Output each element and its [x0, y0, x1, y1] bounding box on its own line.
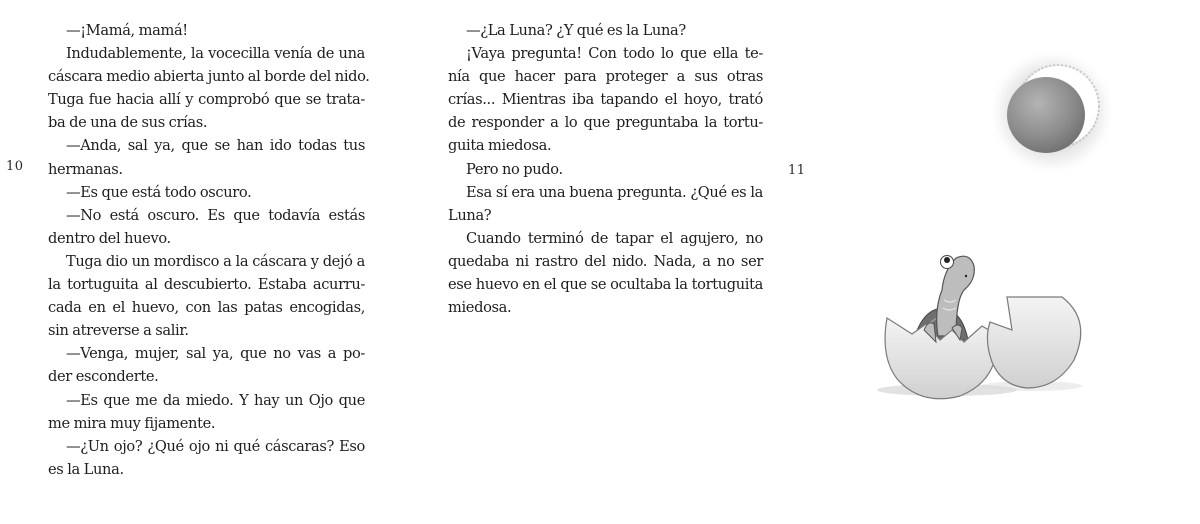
text-line: la tortuguita al descubierto. Estaba acurru- — [48, 276, 365, 294]
text-line: Tuga fue hacia allí y comprobó que se trata- — [48, 91, 365, 109]
text-line: cáscara medio abierta junto al borde del nido. — [48, 68, 370, 86]
text-line: es la Luna. — [48, 460, 124, 478]
text-line: —¿Un ojo? ¿Qué ojo ni qué cáscaras? Eso — [66, 437, 365, 455]
text-line: quedaba ni rastro del nido. Nada, a no ser — [448, 252, 763, 270]
text-line: Esa sí era una buena pregunta. ¿Qué es la — [466, 183, 763, 201]
text-line: ese huevo en el que se ocultaba la tortuguita — [448, 276, 763, 294]
text-line: ¡Vaya pregunta! Con todo lo que ella te- — [466, 45, 763, 63]
text-line: crías... Mientras iba tapando el hoyo, trató — [448, 91, 763, 109]
text-line: —Es que me da miedo. Y hay un Ojo que — [66, 391, 365, 409]
text-line: de responder a lo que preguntaba la tortu- — [448, 114, 763, 132]
text-line: guita miedosa. — [448, 137, 552, 155]
text-line: —Anda, sal ya, que se han ido todas tus — [66, 137, 365, 155]
text-line: Luna? — [448, 206, 492, 224]
page-number-left: 10 — [6, 159, 24, 174]
text-line: dentro del huevo. — [48, 229, 171, 247]
text-line: —Venga, mujer, sal ya, que no vas a po- — [66, 345, 365, 363]
text-line: ba de una de sus crías. — [48, 114, 208, 132]
text-line: sin atreverse a salir. — [48, 322, 189, 340]
text-line: Tuga dio un mordisco a la cáscara y dejó a — [66, 252, 365, 270]
left-page-text — [48, 19, 370, 481]
text-line: me mira muy fijamente. — [48, 414, 216, 432]
text-line: cada en el huevo, con las patas encogidas, — [48, 299, 365, 317]
text-line: Pero no pudo. — [466, 160, 563, 178]
left-page — [0, 0, 420, 524]
page-number-right: 11 — [788, 163, 806, 178]
text-line: nía que hacer para proteger a sus otras — [448, 68, 763, 86]
text-line: Indudablemente, la vocecilla venía de una — [66, 45, 365, 63]
moon-illustration — [980, 46, 1120, 182]
text-line: —¡Mamá, mamá! — [66, 22, 188, 39]
text-line: —¿La Luna? ¿Y qué es la Luna? — [466, 22, 686, 39]
right-page — [420, 0, 1200, 524]
right-page-text — [448, 19, 763, 319]
text-line: Cuando terminó de tapar el agujero, no — [466, 229, 763, 247]
text-line: der esconderte. — [48, 368, 159, 386]
text-line: —Es que está todo oscuro. — [66, 183, 252, 201]
text-line: miedosa. — [448, 299, 512, 317]
text-line: —No está oscuro. Es que todavía estás — [66, 206, 365, 224]
turtle-hatching-illustration — [852, 240, 1152, 420]
text-line: hermanas. — [48, 160, 123, 178]
